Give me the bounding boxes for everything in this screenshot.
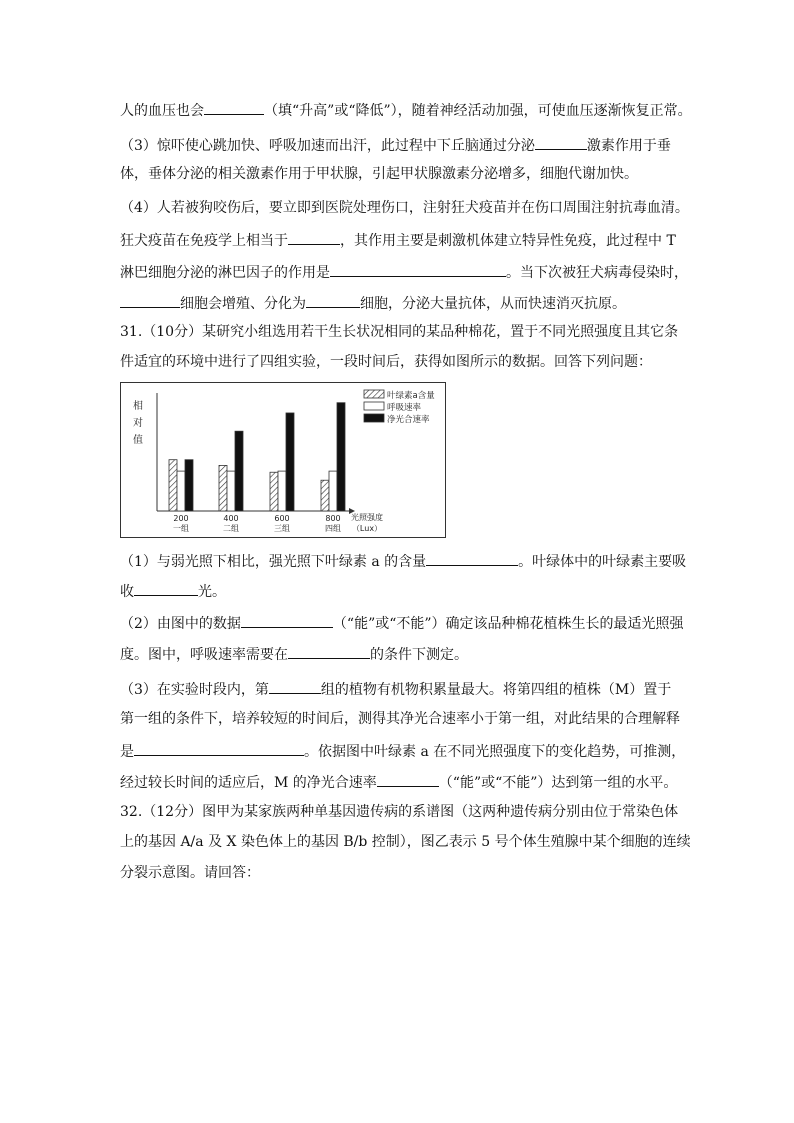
text-segment: 淋巴细胞分泌的淋巴因子的作用是	[120, 265, 330, 281]
bar-0-0	[169, 460, 177, 511]
text-segment: 狂犬疫苗在免疫学上相当于	[120, 233, 288, 249]
text-segment: 度。图中，呼吸速率需要在	[120, 647, 288, 663]
text-segment: 31.（10分）某研究小组选用若干生长状况相同的某品种棉花，置于不同光照强度且其它条	[120, 324, 679, 340]
answer-blank[interactable]	[134, 741, 304, 756]
text-segment: （填“升高”或“降低”），随着神经活动加强，可使血压逐渐恢复正常。	[264, 103, 692, 119]
text-segment: 光。	[198, 584, 226, 600]
text-segment: 第一组的条件下，培养较短的时间后，测得其净光合速率小于第一组，对此结果的合理解释	[120, 711, 680, 727]
text-line	[120, 803, 678, 821]
text-line	[120, 644, 468, 664]
text-segment: 是	[120, 744, 134, 760]
legend-label: 呼吸速率	[387, 403, 422, 413]
bar-2-3	[337, 403, 345, 511]
x-tick-label: 400	[223, 514, 239, 523]
y-axis-label-char: 相	[133, 401, 143, 412]
text-segment: 件适宜的环境中进行了四组实验，一段时间后，获得如图所示的数据。回答下列问题：	[120, 354, 652, 370]
text-segment: （2）由图中的数据	[120, 616, 241, 632]
x-tick-group-label: 三组	[274, 524, 290, 533]
text-segment: 激素作用于垂	[586, 138, 671, 154]
text-line	[120, 165, 638, 183]
bar-0-2	[270, 472, 278, 511]
bar-1-0	[177, 471, 185, 511]
text-segment: 体，垂体分泌的相关激素作用于甲状腺，引起甲状腺激素分泌增多，细胞代谢加快。	[120, 166, 638, 182]
answer-blank[interactable]	[241, 613, 333, 628]
text-segment: 细胞，分泌大量抗体，从而快速消灭抗原。	[360, 296, 626, 312]
y-axis-label-char: 值	[133, 435, 143, 446]
text-line	[120, 230, 676, 250]
text-segment: 分裂示意图。请回答：	[120, 865, 260, 881]
legend-label: 叶绿素a含量	[387, 391, 435, 401]
text-segment: 。当下次被狂犬病毒侵染时，	[506, 265, 688, 281]
text-segment: （1）与弱光照下相比，强光照下叶绿素 a 的含量	[120, 554, 427, 570]
text-segment: 。依据图中叶绿素 a 在不同光照强度下的变化趋势，可推测，	[304, 744, 686, 760]
text-segment: 细胞会增殖、分化为	[180, 296, 306, 312]
text-segment: 32.（12分）图甲为某家族两种单基因遗传病的系谱图（这两种遗传病分别由位于常染色体	[120, 804, 679, 820]
text-line	[120, 772, 677, 792]
bar-0-1	[219, 465, 227, 511]
text-segment: 人的血压也会	[120, 103, 204, 119]
text-line	[120, 100, 692, 120]
answer-blank[interactable]	[535, 135, 587, 150]
answer-blank[interactable]	[377, 772, 439, 787]
text-segment: 组的植物有机物积累量最大。将第四组的植株（M）置于	[320, 682, 672, 698]
text-segment: 经过较长时间的适应后，M 的净光合速率	[120, 775, 377, 791]
text-line	[120, 199, 689, 217]
bar-1-2	[278, 471, 286, 511]
bar-2-2	[286, 413, 294, 511]
light-intensity-bar-chart	[120, 382, 446, 538]
x-tick-label: 800	[325, 514, 341, 523]
bar-1-1	[227, 471, 235, 511]
text-line	[120, 551, 686, 571]
answer-blank[interactable]	[426, 551, 518, 566]
text-line	[120, 581, 226, 601]
text-line	[120, 353, 652, 371]
answer-blank[interactable]	[134, 581, 198, 596]
x-tick-group-label: 四组	[325, 524, 341, 533]
answer-blank[interactable]	[306, 293, 360, 308]
legend-swatch	[364, 402, 384, 410]
answer-blank[interactable]	[120, 293, 180, 308]
x-tick-label: 200	[173, 514, 189, 523]
text-segment: 收	[120, 584, 134, 600]
bar-1-3	[329, 471, 337, 511]
x-tick-group-label: 一组	[173, 524, 189, 533]
x-axis-label: （Lux）	[351, 524, 383, 533]
text-segment: 上的基因 A/a 及 X 染色体上的基因 B/b 控制），图乙表示 5 号个体生殖腺中某个细胞的连续	[120, 834, 691, 850]
text-line	[120, 613, 684, 633]
text-segment: 。叶绿体中的叶绿素主要吸	[518, 554, 687, 570]
chart-svg	[121, 383, 447, 539]
text-line	[120, 741, 685, 761]
text-line	[120, 864, 260, 882]
bar-0-3	[321, 480, 329, 511]
y-axis-label-char: 对	[133, 418, 143, 429]
answer-blank[interactable]	[204, 100, 264, 115]
answer-blank[interactable]	[269, 679, 321, 694]
text-segment: （“能”或“不能”）达到第一组的水平。	[438, 775, 678, 791]
legend-label: 净光合速率	[387, 415, 430, 425]
x-tick-group-label: 二组	[223, 524, 239, 533]
text-line	[120, 833, 691, 851]
text-line	[120, 323, 678, 341]
text-segment: ，其作用主要是刺激机体建立特异性免疫，此过程中 T	[340, 233, 676, 249]
text-line	[120, 135, 671, 155]
answer-blank[interactable]	[288, 230, 340, 245]
x-tick-label: 600	[274, 514, 290, 523]
legend-swatch	[364, 390, 384, 398]
text-line	[120, 293, 626, 313]
bar-2-0	[185, 460, 193, 511]
text-segment: （3）惊吓使心跳加快、呼吸加速而出汗，此过程中下丘脑通过分泌	[120, 138, 535, 154]
text-segment: （“能”或“不能”）确定该品种棉花植株生长的最适光照强	[332, 616, 684, 632]
text-segment: （3）在实验时段内，第	[120, 682, 269, 698]
text-segment: 的条件下测定。	[370, 647, 468, 663]
text-line	[120, 710, 680, 728]
answer-blank[interactable]	[288, 644, 370, 659]
bar-2-1	[235, 431, 243, 511]
text-line	[120, 262, 688, 282]
text-segment: （4）人若被狗咬伤后，要立即到医院处理伤口，注射狂犬疫苗并在伤口周围注射抗毒血清。	[120, 200, 689, 216]
answer-blank[interactable]	[330, 262, 506, 277]
legend-swatch	[364, 414, 384, 422]
text-line	[120, 679, 671, 699]
x-axis-label: 光照强度	[351, 513, 383, 522]
